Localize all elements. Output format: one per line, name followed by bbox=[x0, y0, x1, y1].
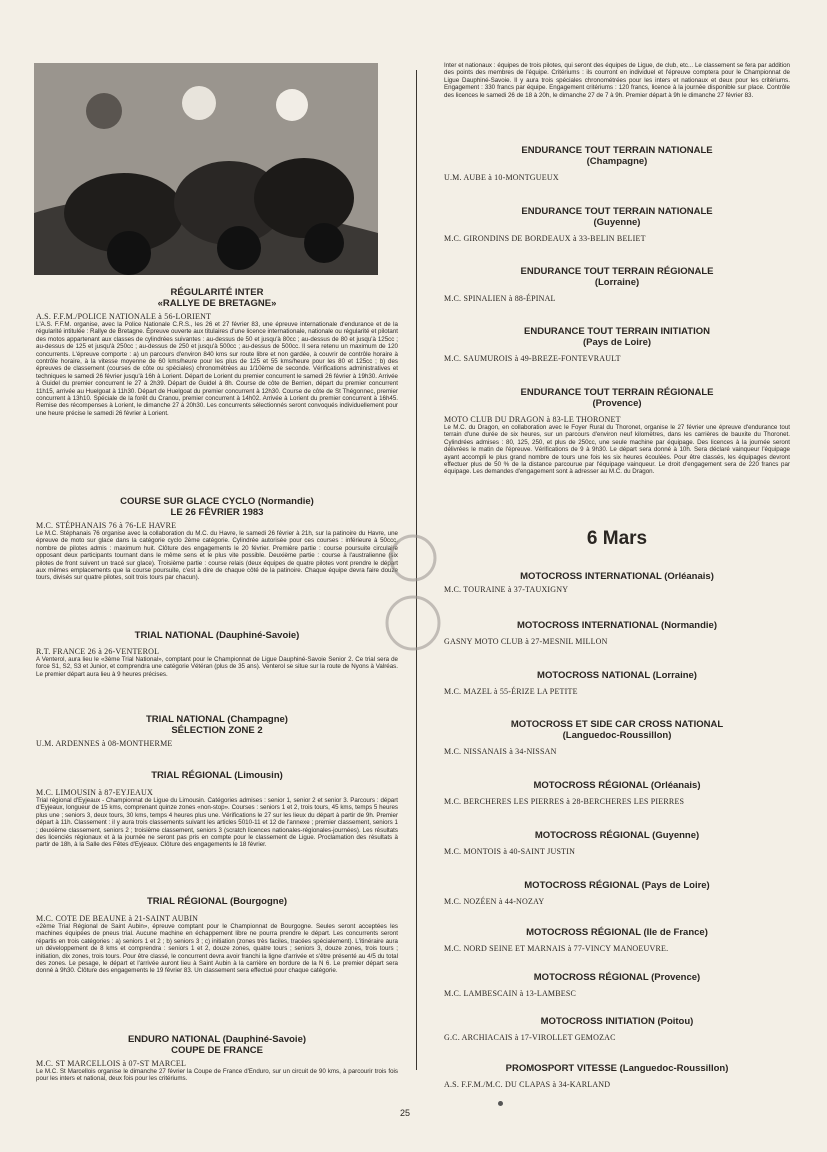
section-motocross-languedoc bbox=[444, 719, 790, 756]
section-trial-dauphine bbox=[36, 630, 398, 678]
section-subtitle: (Languedoc-Roussillon) bbox=[562, 730, 672, 741]
section-promosport bbox=[444, 1063, 790, 1089]
section-title: MOTOCROSS RÉGIONAL (Orléanais) bbox=[533, 780, 701, 791]
section-body: Le M.C. du Dragon, en collaboration avec le Foyer Rural du Thoronet, organise le 27 février une épreuve d'endurance tout terrain d'une durée de six heures, sur un parcours d'environ neuf kilomètres, dans les carrières de bauxite du Thoronet. Cylindrées admises : 80, 125, 250, et plus de 250cc, une seule machine par équipage. Des licences à la journée seront délivrées le matin de l'épreuve. Vérifications de 9 à 9h30. Le départ sera donné à 10h. Sera déclaré vainqueur l'équipage ayant accompli le plus grand nombre de tours une fois les six heures écoulées. Pour être classés, les équipages devront effectuer plus de 50 % de la distance parcourue par l'équipage vainqueur. Le droit d'engagement sera de 220 francs par équipage. Les demandes d'engagement sont à adresser au M.C. du Dragon. bbox=[444, 424, 790, 476]
section-trial-limousin bbox=[36, 770, 398, 849]
section-title: MOTOCROSS RÉGIONAL (Provence) bbox=[533, 972, 701, 983]
club-name: M.C. SAUMUROIS à 49-BREZE-FONTEVRAULT bbox=[444, 354, 621, 363]
section-motocross-ile-de-france bbox=[444, 927, 790, 953]
section-subtitle: «RALLYE DE BRETAGNE» bbox=[157, 298, 277, 309]
club-name: M.C. STÉPHANAIS 76 à 76-LE HAVRE bbox=[36, 521, 177, 530]
section-motocross-orleanais bbox=[444, 571, 790, 594]
section-title: ENDURANCE TOUT TERRAIN NATIONALE bbox=[521, 206, 713, 217]
section-body: Le M.C. Stéphanais 76 organise avec la collaboration du M.C. du Havre, le samedi 26 février à 21h, sur la patinoire du Havre, une épreuve de moto sur glace dans la catégorie cyclo 2ème catégorie. Cylindrée autorisée pour ces courses : inférieure à 50ccc. nombre de pilotes admis : maximum huit. Clôture des engagements le 20 février. Première partie : course poursuite circulaire opposant deux participants tournant dans le même sens et le plus vite possible. Deuxième partie : course à l'australienne (six pilotes de front suivent un tracé sur glace). Troisième partie : course relais (deux équipes de quatre pilotes vont prendre le départ aux mêmes emplacements que la course poursuite, c'est à dire de chaque côté de la patinoire. Chaque équipe devra faire douze tours, divisés sur quatre pilotes, soit trois tours par chacun). bbox=[36, 530, 398, 582]
club-name: U.M. AUBE à 10-MONTGUEUX bbox=[444, 173, 559, 182]
club-name: M.C. NOZÉEN à 44-NOZAY bbox=[444, 897, 545, 906]
section-endurance-guyenne bbox=[444, 206, 790, 243]
section-subtitle: (Guyenne) bbox=[593, 217, 641, 228]
section-endurance-provence bbox=[444, 387, 790, 476]
section-body: Le M.C. St Marcellois organise le dimanche 27 février la Coupe de France d'Enduro, sur un circuit de 90 kms, à parcourir trois fois pour les inters et national, deux fois pour les critériums. bbox=[36, 1068, 398, 1083]
section-title: TRIAL NATIONAL (Champagne) bbox=[146, 714, 288, 725]
club-name: M.C. LIMOUSIN à 87-EYJEAUX bbox=[36, 788, 153, 797]
photo-illustration bbox=[34, 63, 378, 275]
section-subtitle: (Lorraine) bbox=[594, 277, 640, 288]
club-name: GASNY MOTO CLUB à 27-MESNIL MILLON bbox=[444, 637, 608, 646]
section-body: Trial régional d'Eyjeaux - Championnat de Ligue du Limousin. Catégories admises : senior 1, senior 2 et senior 3. Parcours : départ d'Eyjeaux, longueur de 15 kms, comprenant quinze zones «non-stop». Courses : seniors 1 et 2, trois tours, 45 kms, temps 5 heures plus une ; seniors 3, deux tours, 30 kms, temps 4 heures plus une. Vérifications le 27 sur les lieux du départ à partir de 9h. Premier départ à 11h. Classement : il y aura trois classements suivant les articles 5010-11 et 12 de l'annexe ; premier classement, seniors 1 ; deuxième classement, seniors 2 ; troisième classement, seniors 3 (scratch licences nationales-régionales-journées). Les résultats des licenciés régionaux et à la journée ne seront pas pris en compte pour le classement de Ligue. Proclamation des résultats à partir de 18h, à la Salle des Fêtes d'Eyjeaux. Clôture des engagements le 18 février. bbox=[36, 797, 398, 849]
section-title: ENDURANCE TOUT TERRAIN RÉGIONALE bbox=[520, 387, 714, 398]
section-motocross-provence bbox=[444, 972, 790, 998]
section-subtitle: (Provence) bbox=[592, 398, 642, 409]
section-title: TRIAL RÉGIONAL (Bourgogne) bbox=[146, 896, 288, 907]
section-subtitle: (Pays de Loire) bbox=[582, 337, 652, 348]
section-course-glace bbox=[36, 496, 398, 582]
club-name: M.C. NORD SEINE ET MARNAIS à 77-VINCY MANOEUVRE. bbox=[444, 944, 669, 953]
section-endurance-pays-de-loire bbox=[444, 326, 790, 363]
section-motocross-normandie bbox=[444, 620, 790, 646]
section-title: MOTOCROSS INTERNATIONAL (Normandie) bbox=[516, 620, 718, 631]
club-name: M.C. MAZEL à 55-ÉRIZE LA PETITE bbox=[444, 687, 578, 696]
section-body: «2ème Trial Régional de Saint Aubin», épreuve comptant pour le Championnat de Bourgogne. Seules seront acceptées les machines équipées de pneus trial. Aucune machine en échappement libre ne pourra prendre le départ. Les concurrents seront répartis en trois catégories : a) seniors 1 et 2 ; b) seniors 3 ; c) initiation (zones très faciles, tracées spécialement). L'itinéraire aura un développement de 8 kms et comprendra : seniors 1 et 2, douze zones, quatre tours ; seniors 3, douze zones, trois tours ; initiation, dix zones, trois tours. Pour être classé, le concurrent devra avoir franchi la ligne d'arrivée et s'être présenté au 4/5 du total des zones. Le pesage, le départ et l'arrivée auront lieu à Saint Aubin à la carrière en bordure de la N 6. Le premier départ sera donné à 9h30. Clôture des engagements le 19 février 83. Un classement sera effectué pour chaque catégorie. bbox=[36, 923, 398, 975]
motorcycle-racing-photo bbox=[34, 63, 378, 275]
section-title: ENDURO NATIONAL (Dauphiné-Savoie) bbox=[127, 1034, 307, 1045]
section-enduro-dauphine bbox=[36, 1034, 398, 1083]
section-motocross-pays-de-loire bbox=[444, 880, 790, 906]
club-name: M.C. NISSANAIS à 34-NISSAN bbox=[444, 747, 557, 756]
section-title: MOTOCROSS RÉGIONAL (Ile de France) bbox=[526, 927, 708, 938]
section-subtitle: (Champagne) bbox=[586, 156, 648, 167]
section-subtitle: SÉLECTION ZONE 2 bbox=[171, 725, 263, 736]
section-title: MOTOCROSS ET SIDE CAR CROSS NATIONAL bbox=[510, 719, 724, 730]
club-name: G.C. ARCHIACAIS à 17-VIROLLET GEMOZAC bbox=[444, 1033, 616, 1042]
section-trial-bourgogne bbox=[36, 896, 398, 975]
section-title: RÉGULARITÉ INTER bbox=[170, 287, 264, 298]
section-subtitle: COUPE DE FRANCE bbox=[171, 1045, 263, 1056]
club-name: M.C. MONTOIS à 40-SAINT JUSTIN bbox=[444, 847, 576, 856]
enduro-continuation bbox=[444, 62, 790, 99]
club-name: MOTO CLUB DU DRAGON à 83-LE THORONET bbox=[444, 415, 621, 424]
page-number: 25 bbox=[400, 1108, 411, 1118]
club-name: M.C. GIRONDINS DE BORDEAUX à 33-BELIN BELIET bbox=[444, 234, 646, 243]
club-name: M.C. COTE DE BEAUNE à 21-SAINT AUBIN bbox=[36, 914, 199, 923]
date-heading: 6 Mars bbox=[586, 528, 648, 549]
section-title: TRIAL NATIONAL (Dauphiné-Savoie) bbox=[134, 630, 300, 641]
section-body: A Venterol, aura lieu le «3ème Trial National», comptant pour le Championnat de Ligue Dauphiné-Savoie Senior 2. Ce trial sera de force S1, S2, S3 et Junior, et comprendra une catégorie Vétéran (plus de 35 ans). Venterol se situe sur la route de Nyons à Valréas. Le premier départ aura lieu à 9 heures précises. bbox=[36, 656, 398, 678]
section-endurance-champagne bbox=[444, 145, 790, 182]
section-title: MOTOCROSS NATIONAL (Lorraine) bbox=[537, 670, 697, 681]
section-title: MOTOCROSS INITIATION (Poitou) bbox=[540, 1016, 694, 1027]
club-name: M.C. LAMBESCAIN à 13-LAMBESC bbox=[444, 989, 577, 998]
section-title: COURSE SUR GLACE CYCLO (Normandie) bbox=[120, 496, 314, 507]
club-name: A.S. F.F.M./POLICE NATIONALE à 56-LORIENT bbox=[36, 312, 212, 321]
club-name: M.C. BERCHERES LES PIERRES à 28-BERCHERES LES PIERRES bbox=[444, 797, 685, 806]
section-title: MOTOCROSS RÉGIONAL (Guyenne) bbox=[534, 830, 700, 841]
section-title: MOTOCROSS RÉGIONAL (Pays de Loire) bbox=[524, 880, 710, 891]
section-endurance-lorraine bbox=[444, 266, 790, 303]
section-title: MOTOCROSS INTERNATIONAL (Orléanais) bbox=[520, 571, 714, 582]
watermark-stamp bbox=[378, 528, 448, 668]
section-title: ENDURANCE TOUT TERRAIN RÉGIONALE bbox=[520, 266, 714, 277]
section-motocross-lorraine bbox=[444, 670, 790, 696]
section-motocross-guyenne bbox=[444, 830, 790, 856]
section-body: Inter et nationaux : équipes de trois pilotes, qui seront des équipes de Ligue, de club, etc... Le classement se fera par addition des points des membres de l'équipe. Critériums : ils courront en individuel et l'épreuve comptera pour le Championnat de Ligue Dauphiné-Savoie. Il y aura trois spéciales chronométrées pour les inters et nationaux et deux pour les critériums. Engagement : 330 francs par équipe. Engagement critériums : 120 francs, licence à la journée disponible sur place. Contrôle des licences le samedi 26 de 18 à 20h, le dimanche 27 de 7 à 9h. Premier départ à 9h le dimanche 27 février 83. bbox=[444, 62, 790, 99]
section-subtitle: LE 26 FÉVRIER 1983 bbox=[170, 507, 264, 518]
section-trial-champagne bbox=[36, 714, 398, 748]
section-body: L'A.S. F.F.M. organise, avec la Police Nationale C.R.S., les 26 et 27 février 83, une épreuve internationale d'endurance et de la régularité intitulée : Rallye de Bretagne. Épreuve ouverte aux titulaires d'une licence internationale, nationale ou régularité et pilotant des motos appartenant aux classes de cylindrées suivantes : au-dessus de 50 et jusqu'à 80cc ; au-dessus de 80 et jusqu'à 125cc ; au-dessus de 125 et jusqu'à 250cc ; au-dessus de 250 et jusqu'à 500cc ; au-dessus de 500cc. Il sera retenu un maximum de 120 concurrents. L'épreuve comporte : a) un parcours d'environ 840 kms sur route libre et non gardée, à couvrir de contrôle horaire à contrôle horaire, à la vitesse moyenne de 60 kms/heure pour les plus de 125 et 55 kms/heure pour les 80 et 125cc ; b) des épreuves de classement (courses de côte ou spéciales) chronométrées au 1/10ème de seconde. Vérifications administratives et techniques le samedi 26 février jusqu'à 16h à Lorient. Départ de Lorient du premier concurrent le samedi 26 février à 19h30. Arrivée à Guidel du premier concurrent le 27 à 2h39. Départ de Guidel à 8h. Course de côte de Berrien, départ du premier concurrent 11h15, arrivée au Huelgoat à 11h30. Départ de Huelgoat du premier concurrent à 12h30. Course de côte de St Thégonnec, premier concurrent à 13h10. Spéciale de la forêt du Cranou, premier concurrent à 14h02. Arrivée à Lorient du premier concurrent à 16h45. Remise des récompenses à Lorient, le dimanche 27 à 20h30. Les concurrents sélectionnés seront convoqués individuellement pour une heure précise le samedi 26 février à Lorient. bbox=[36, 321, 398, 417]
club-name: M.C. SPINALIEN à 88-ÉPINAL bbox=[444, 294, 556, 303]
club-name: R.T. FRANCE 26 à 26-VENTEROL bbox=[36, 647, 160, 656]
section-motocross-poitou bbox=[444, 1016, 790, 1042]
section-rallye-bretagne bbox=[36, 287, 398, 417]
club-name: M.C. ST MARCELLOIS à 07-ST MARCEL bbox=[36, 1059, 187, 1068]
club-name: U.M. ARDENNES à 08-MONTHERME bbox=[36, 739, 173, 748]
section-title: ENDURANCE TOUT TERRAIN INITIATION bbox=[524, 326, 710, 337]
section-motocross-regional-orleanais bbox=[444, 780, 790, 806]
section-title: ENDURANCE TOUT TERRAIN NATIONALE bbox=[521, 145, 713, 156]
club-name: A.S. F.F.M./M.C. DU CLAPAS à 34-KARLAND bbox=[444, 1080, 611, 1089]
club-name: M.C. TOURAINE à 37-TAUXIGNY bbox=[444, 585, 569, 594]
bullet-dot bbox=[498, 1101, 503, 1106]
section-title: PROMOSPORT VITESSE (Languedoc-Roussillon) bbox=[505, 1063, 729, 1074]
section-title: TRIAL RÉGIONAL (Limousin) bbox=[151, 770, 283, 781]
